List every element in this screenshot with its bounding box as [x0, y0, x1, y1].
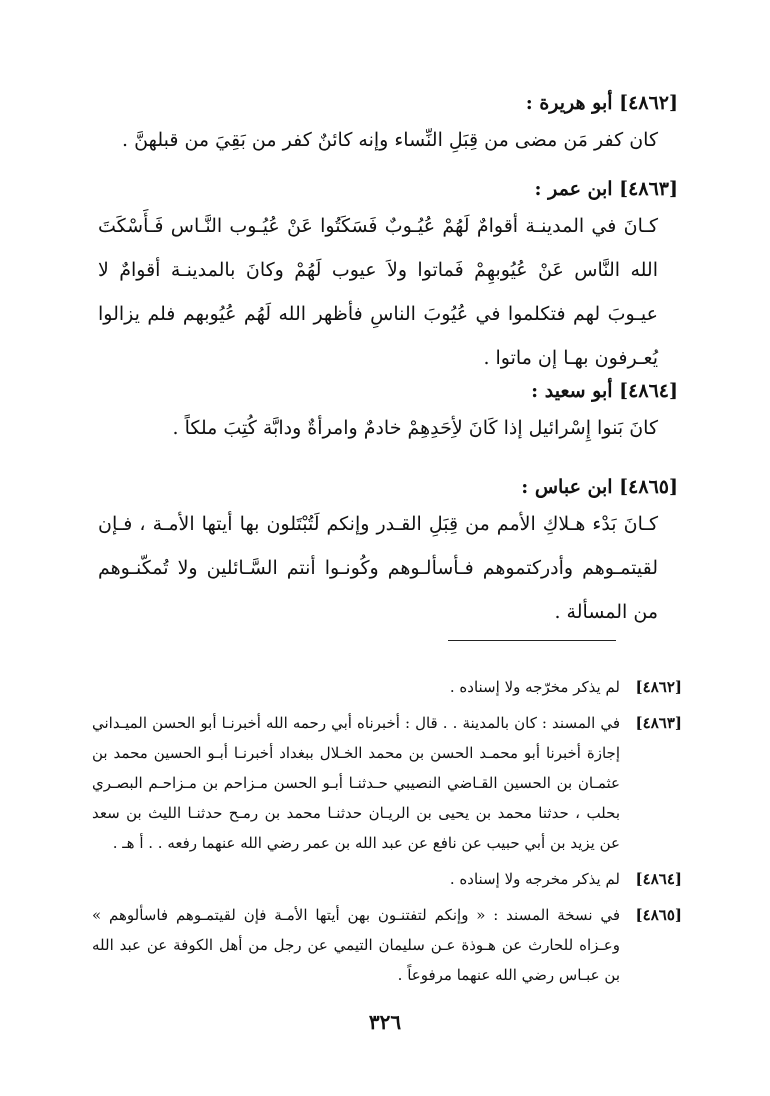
hadith-entry-4865	[98, 472, 678, 634]
footnote-text: في نسخة المسند : « وإنكم لتفتنـون بهن أيتها الأمـة فإن لقيتمـوهم فاسألوهم » وعـزاه للحارث عن هـوذة عـن سليمان التيمي عن رجل من أهل الكوفة عن عبد الله بن عبـاس رضي الله عنهما مرفوعاً .	[92, 906, 620, 984]
footnote-4863	[92, 708, 682, 858]
hadith-entry-4864	[98, 376, 678, 450]
footnotes	[92, 672, 682, 996]
footnote-number: [٤٨٦٤]	[635, 870, 682, 888]
hadith-entry-4863	[98, 174, 678, 380]
entry-heading: [٤٨٦٢] أبو هريرة :	[525, 92, 678, 114]
footnote-4865	[92, 900, 682, 990]
footnote-4864	[92, 864, 682, 894]
footnote-number: [٤٨٦٥]	[635, 906, 682, 924]
entry-text: كـانَ بَدْء هـلاكِ الأمم من قِبَلِ القـدر وإنكم لَتُبْتَلون بها أيتها الأمـة ، فـإن لقيتمـوهم وأدركتموهم فـأسألـوهم وكُونـوا أنتم السَّـائلين ولا تُمكّنـوهم من المسألة .	[98, 513, 658, 623]
hadith-entry-4862	[98, 88, 678, 162]
page-number: ٣٢٦	[368, 1010, 402, 1034]
entry-heading: [٤٨٦٥] ابن عباس :	[521, 476, 678, 498]
entry-heading: [٤٨٦٣] ابن عمر :	[534, 178, 678, 200]
footnote-number: [٤٨٦٣]	[635, 714, 682, 732]
footnote-text: لم يذكر مخرجه ولا إسناده .	[449, 870, 620, 888]
entry-heading: [٤٨٦٤] أبو سعيد :	[531, 380, 678, 402]
entry-text: كانَ بَنوا إِسْرائيل إذا كَانَ لأِحَدِهِمْ خادمٌ وامرأةٌ ودابَّة كُتِبَ ملكاً .	[172, 417, 658, 439]
footnote-separator	[448, 640, 616, 641]
footnote-text: في المسند : كان بالمدينة . . قال : أخبرناه أبي رحمه الله أخبرنـا أبو الحسن الميـداني إجازة أخبرنا أبو محمـد الحسن بن محمد الخـلال ببغداد أخبرنـا أبـو الحسين محمد بن عثمـان بن الحسين القـاضي النصيبي حـدثنـا أبـو الحسن مـزاحم بن مـزاحـم البصـري بحلب ، حدثنا محمد بن يحيى بن الريـان حدثنـا محمد بن رمـح حدثنـا الليث بن سعد عن يزيد بن أبي حبيب عن نافع عن عبد الله بن عمر رضي الله عنهما رفعه . . أ هـ .	[92, 714, 620, 852]
footnote-number: [٤٨٦٢]	[635, 678, 682, 696]
footnote-text: لم يذكر مخرّجه ولا إسناده .	[449, 678, 620, 696]
footnote-4862	[92, 672, 682, 702]
entry-text: كـانَ في المدينـة أقوامٌ لَهُمْ عُيُـوبٌ فَسَكَتُوا عَنْ عُيُـوب النَّـاس فَـأَسْكَتَ الله النَّاس عَنْ عُيُوبهِمْ فَماتوا ولاَ عيوب لَهُمْ وكانَ بالمدينـة أقوامٌ لا عيـوبَ لهم فتكلموا في عُيُوبَ الناسِ فأظهر الله لَهُم عُيُوبهم فلم يزالوا يُعـرفون بهـا إن ماتوا .	[98, 215, 658, 369]
entry-text: كان كفر مَن مضى من قِبَلِ النِّساء وإنه كائنٌ كفر من بَقِيَ من قبلهنَّ .	[122, 129, 658, 151]
